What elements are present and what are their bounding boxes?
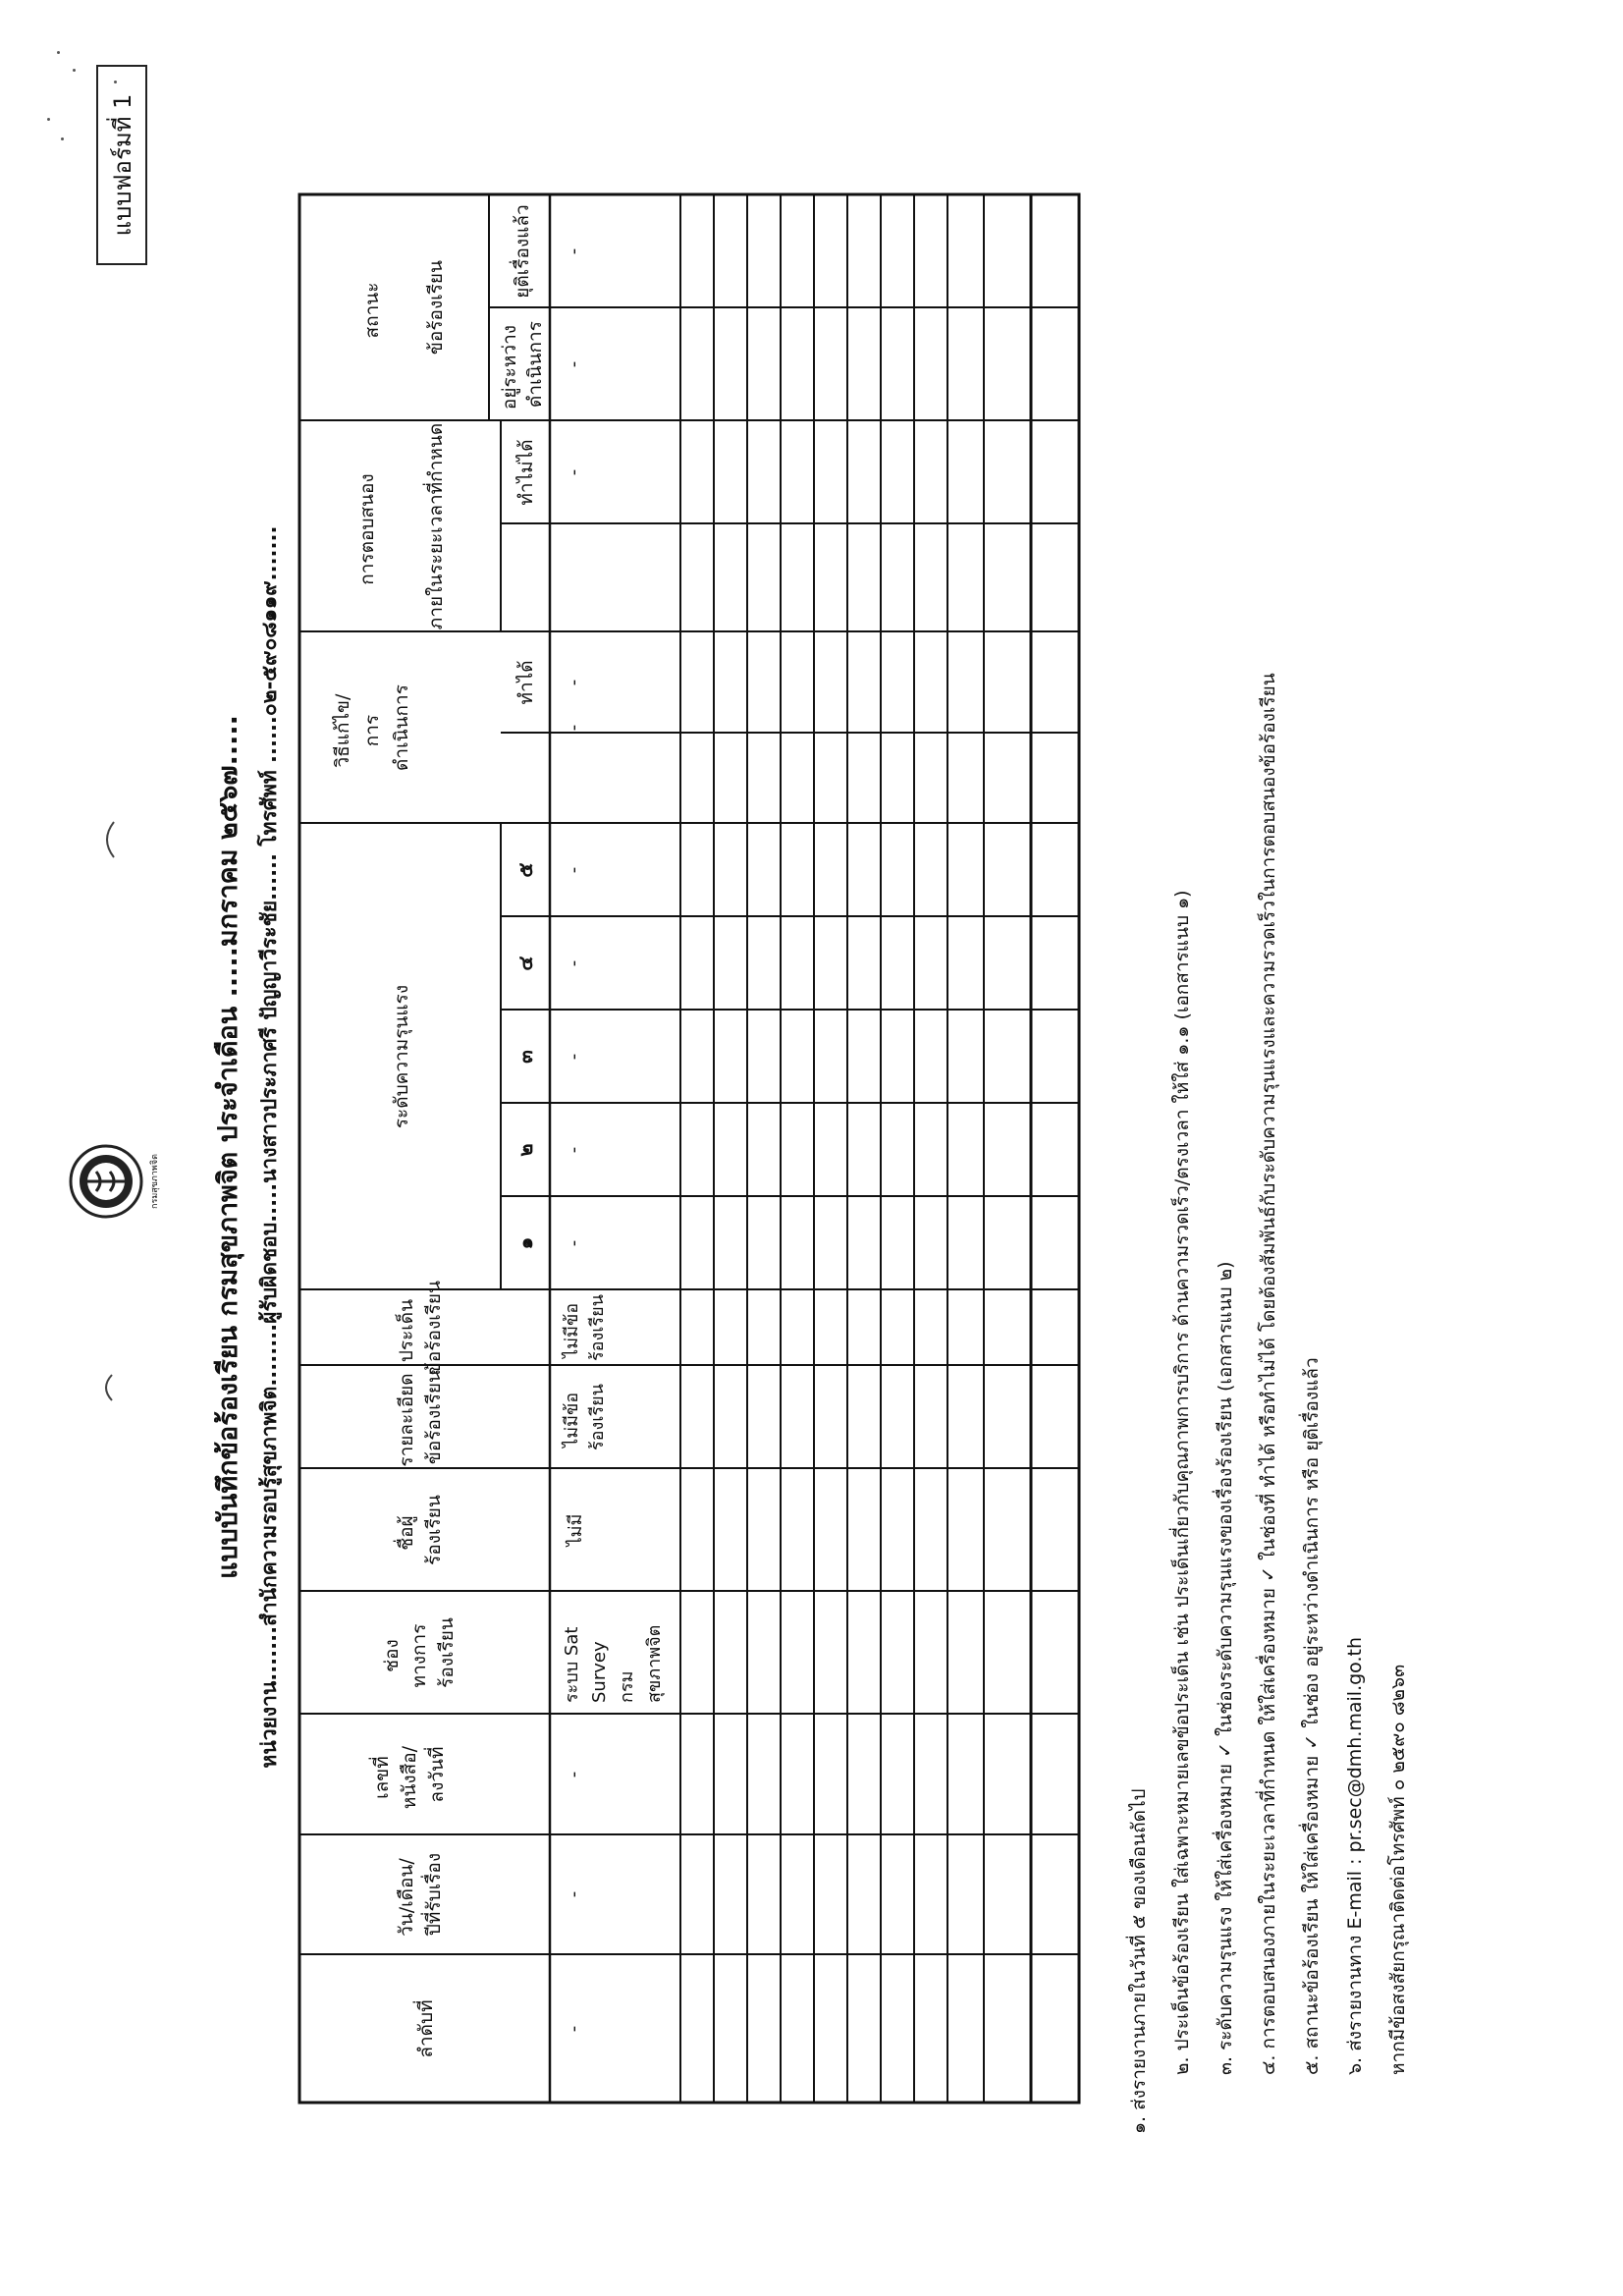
cell-detail [561,1384,608,1450]
header-issue-line: ประเด็น [396,1298,417,1363]
cell-detail-line: ร้องเรียน [587,1384,608,1450]
header-issue-line: ข้อร้องเรียน [423,1280,445,1376]
cell-status-ongoing: - [564,360,584,368]
header-status-line: สถานะ [361,282,383,339]
cell-date: - [564,1890,584,1898]
header-detail [396,1367,445,1466]
severity-level-5: ๕ [514,862,537,878]
header-response-line: การตอบสนอง [356,473,378,585]
form-title: แบบบันทึกข้อร้องเรียน กรมสุขภาพจิต ประจำเดือน .....มกราคม ๒๕๖๗..... [213,715,243,1579]
cell-severity-4: - [564,959,584,967]
cell-channel [562,1621,665,1703]
note-line: ๑. ส่งรายงานภายในวันที่ ๕ ของเดือนถัดไป [1128,1788,1150,2134]
header-status-line: ข้อร้องเรียน [425,259,447,355]
cell-response-cannot: - [564,468,584,476]
cell-issue-line: ร้องเรียน [587,1294,608,1361]
header-response-line: ภายในระยะเวลาที่กำหนด [425,422,447,630]
cell-detail-line: ไม่มีข้อ [562,1392,582,1448]
note-line: ๒. ประเด็นข้อร้องเรียน ใส่เฉพาะหมายเลขข้อประเด็น เช่น ประเด็นเกี่ยวกับคุณภาพการบริการ ด้านความรวดเร็ว/ตรงเวลา ให้ใส่ ๑.๑ (เอกสารแนบ ๑) [1171,890,1193,2075]
header-date [396,1852,445,1937]
severity-level-4: ๔ [514,956,537,971]
header-solution-line: การ [361,714,383,747]
note-line: ๔. การตอบสนองภายในระยะเวลาที่กำหนด ให้ใส่เครื่องหมาย ✓ ในช่องที่ ทำได้ หรือทำไม่ได้ โดยต้องสัมพันธ์กับระดับความรุนแรงและความรวดเร็วในการตอบสนองข้อร้องเรียน [1258,673,1279,2075]
header-docno [368,1740,448,1809]
header-docno-line: เลขที่ [371,1756,393,1799]
form-number-badge: แบบฟอร์มที่ 1 [96,65,147,265]
note-line: ๖. ส่งรายงานทาง E-mail : pr.sec@dmh.mail.go.th [1344,1637,1366,2075]
cell-severity-3: - [564,1053,584,1061]
cell-channel-line: สุขภาพจิต [644,1624,665,1703]
header-status-ongoing-line: ดำเนินการ [524,321,546,408]
cell-status-done: - [564,247,584,255]
header-response [356,423,447,629]
cell-name: ไม่มี [566,1513,586,1547]
cell-response-can: - [564,679,584,686]
cell-seq: - [564,2025,584,2033]
cell-channel-line: Survey [589,1641,610,1703]
note-line: ๓. ระดับความรุนแรง ให้ใส่เครื่องหมาย ✓ ในช่องระดับความรุนแรงของเรื่องร้องเรียน (เอกสารแนบ ๒) [1215,1261,1236,2075]
note-line: หากมีข้อสงสัยกรุณาติดต่อโทรศัพท์ ๐ ๒๕๙๐ ๘๒๖๓ [1387,1664,1409,2075]
cell-severity-2: - [564,1146,584,1154]
header-channel-line: ทางการ [408,1623,430,1688]
severity-level-2: ๒ [514,1143,537,1157]
header-date-line: วัน/เดือน/ [396,1858,417,1937]
responsible-info: หน่วยงาน.......สำนักความรอบรู้สุขภาพจิต........ผู้รับผิดชอบ.....นางสาวประภาศรี ปัญญาวีระชัย...... โทรศัพท์ ......๐๒-๕๙๐๘๑๑๙....... [257,525,281,1769]
severity-level-3: ๓ [514,1050,537,1064]
cell-channel-line: กรม [617,1670,637,1703]
header-name-line: ร้องเรียน [423,1495,445,1565]
cell-solution: - [564,724,584,732]
table-grid [299,194,1079,2103]
header-status-done: ยุติเรื่องแล้ว [512,204,533,299]
header-channel [381,1617,458,1688]
header-name-line: ชื่อผู้ [396,1515,417,1551]
header-status-ongoing [499,319,546,410]
logo-caption: กรมสุขภาพจิต [150,1154,160,1209]
header-solution-line: ดำเนินการ [391,684,412,771]
header-seq: ลำดับที่ [415,1999,437,2058]
header-name [393,1495,445,1565]
header-solution-line: วิธีแก้ไข/ [332,693,353,768]
notes-section [1117,219,1420,2134]
header-response-cannot: ทำไม่ได้ [515,439,537,506]
header-docno-line: ลงวันที่ [426,1746,448,1803]
cell-severity-5: - [564,866,584,874]
cell-docno: - [564,1771,584,1778]
header-severity: ระดับความรุนแรง [391,984,412,1129]
cell-issue [561,1294,608,1361]
cell-channel-line: ระบบ Sat [562,1626,582,1703]
cell-issue-line: ไม่มีข้อ [562,1302,582,1358]
table-row [561,248,665,2033]
header-issue [394,1281,445,1375]
header-status [361,260,447,355]
header-docno-line: หนังสือ/ [399,1745,420,1810]
severity-level-1: ๑ [514,1236,537,1250]
header-channel-line: ร้องเรียน [436,1617,458,1688]
header-detail-line: ข้อร้องเรียน [423,1369,445,1465]
header-status-ongoing-line: อยู่ระหว่าง [499,324,520,410]
note-line: ๕. สถานะข้อร้องเรียน ให้ใส่เครื่องหมาย ✓ ในช่อง อยู่ระหว่างดำเนินการ หรือ ยุติเรื่องแล้ว [1301,1357,1323,2075]
header-solution [332,684,412,771]
header-date-line: ปีที่รับเรื่อง [423,1852,445,1937]
header-detail-line: รายละเอียด [396,1373,417,1467]
header-channel-line: ช่อง [381,1639,403,1672]
cell-severity-1: - [564,1239,584,1247]
header-response-can: ทำได้ [515,660,537,705]
